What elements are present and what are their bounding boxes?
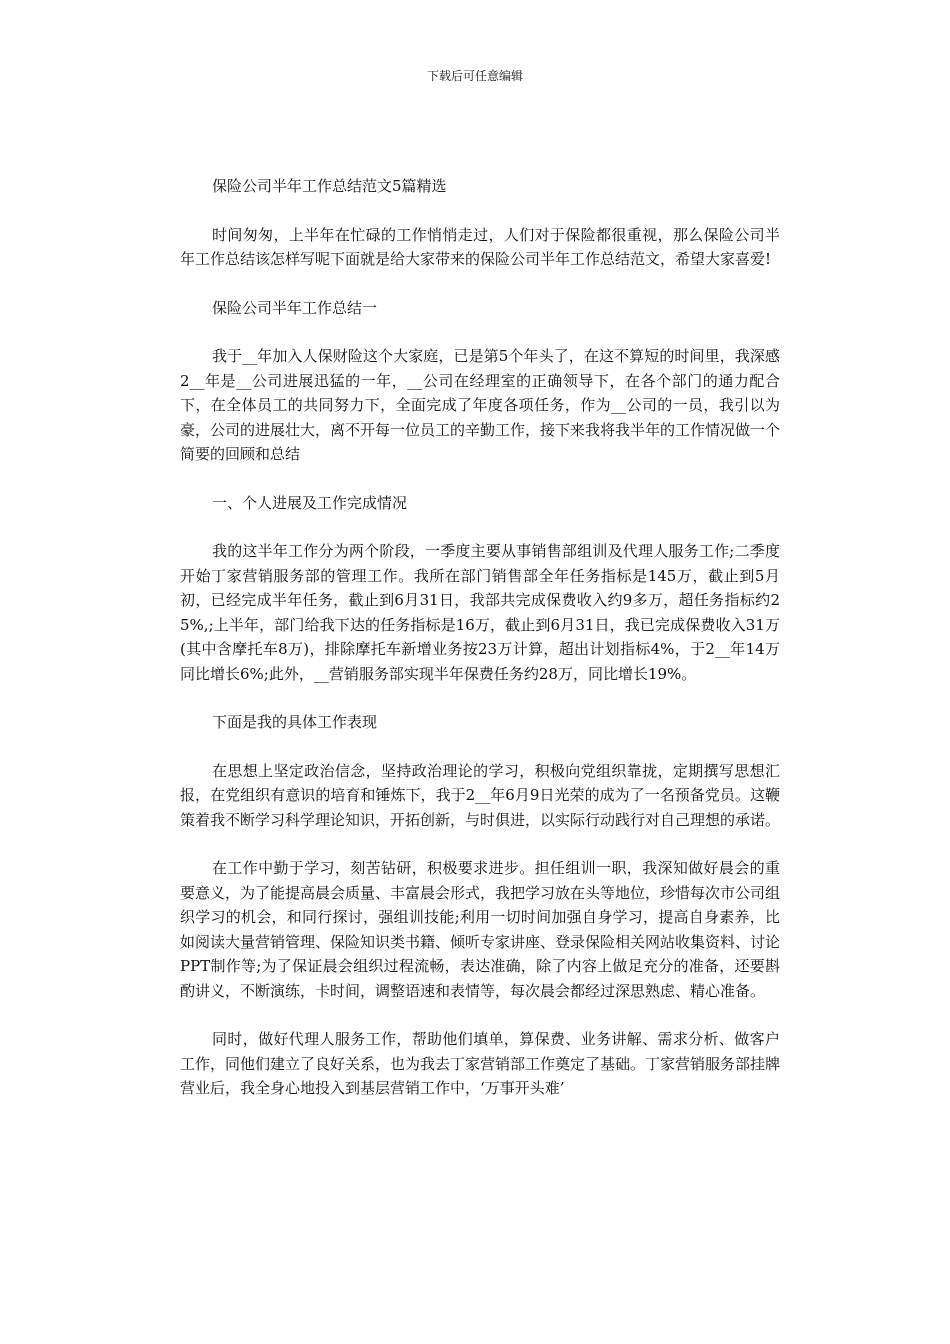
section-heading-summary-one: 保险公司半年工作总结一 <box>212 298 378 317</box>
body-paragraph: 同时，做好代理人服务工作，帮助他们填单，算保费、业务讲解、需求分析、做客户工作，同他们建立了良好关系，也为我去丁家营销部工作奠定了基础。丁家营销服务部挂牌营业后，我全身心地投入到基层营销工作中，‘万事开头难’ <box>180 1030 781 1097</box>
page-header: 下载后可任意编辑 <box>426 69 523 83</box>
section-heading-work-performance: 下面是我的具体工作表现 <box>212 713 378 731</box>
intro-paragraph: 时间匆匆，上半年在忙碌的工作悄悄走过，人们对于保险都很重视，那么保险公司半年工作总结该怎样写呢下面就是给大家带来的保险公司半年工作总结范文，希望大家喜爱! <box>180 225 780 268</box>
document-title: 保险公司半年工作总结范文5篇精选 <box>212 177 447 195</box>
body-paragraph: 我于__年加入人保财险这个大家庭，已是第5个年头了，在这不算短的时间里，我深感2__年是__公司进展迅猛的一年，__公司在经理室的正确领导下，在各个部门的通力配合下，在全体员工的共同努力下，全面完成了年度各项任务，作为__公司的一员，我引以为豪，公司的进展壮大，离不开每一位员工的辛勤工作，接下来我将我半年的工作情况做一个简要的回顾和总结 <box>180 347 781 463</box>
section-heading-personal-progress: 一、个人进展及工作完成情况 <box>212 493 408 512</box>
document-body <box>180 174 780 1125</box>
body-paragraph: 在工作中勤于学习，刻苦钻研，积极要求进步。担任组训一职，我深知做好晨会的重要意义，为了能提高晨会质量、丰富晨会形式，我把学习放在头等地位，珍惜每次市公司组织学习的机会，和同行探讨，强组训技能;利用一切时间加强自身学习，提高自身素养，比如阅读大量营销管理、保险知识类书籍、倾听专家讲座、登录保险相关网站收集资料、讨论PPT制作等;为了保证晨会组织过程流畅，表达准确，除了内容上做足充分的准备，还要斟酌讲义，不断演练，卡时间，调整语速和表情等，每次晨会都经过深思熟虑、精心准备。 <box>180 859 781 1000</box>
body-paragraph: 我的这半年工作分为两个阶段，一季度主要从事销售部组训及代理人服务工作;二季度开始丁家营销服务部的管理工作。我所在部门销售部全年任务指标是145万，截止到5月初，已经完成半年任务，截止到6月31日，我部共完成保费收入约9多万，超任务指标约25%,;上半年，部门给我下达的任务指标是16万，截止到6月31日，我已完成保费收入31万(其中含摩托车8万)，排除摩托车新增业务按23万计算，超出计划指标4%，于2__年14万同比增长6%;此外，__营销服务部实现半年保费任务约28万，同比增长19%。 <box>180 542 780 683</box>
body-paragraph: 在思想上坚定政治信念，坚持政治理论的学习，积极向党组织靠拢，定期撰写思想汇报，在党组织有意识的培育和锤炼下，我于2__年6月9日光荣的成为了一名预备党员。这鞭策着我不断学习科学理论知识，开拓创新，与时俱进，以实际行动践行对自己理想的承诺。 <box>180 761 781 829</box>
